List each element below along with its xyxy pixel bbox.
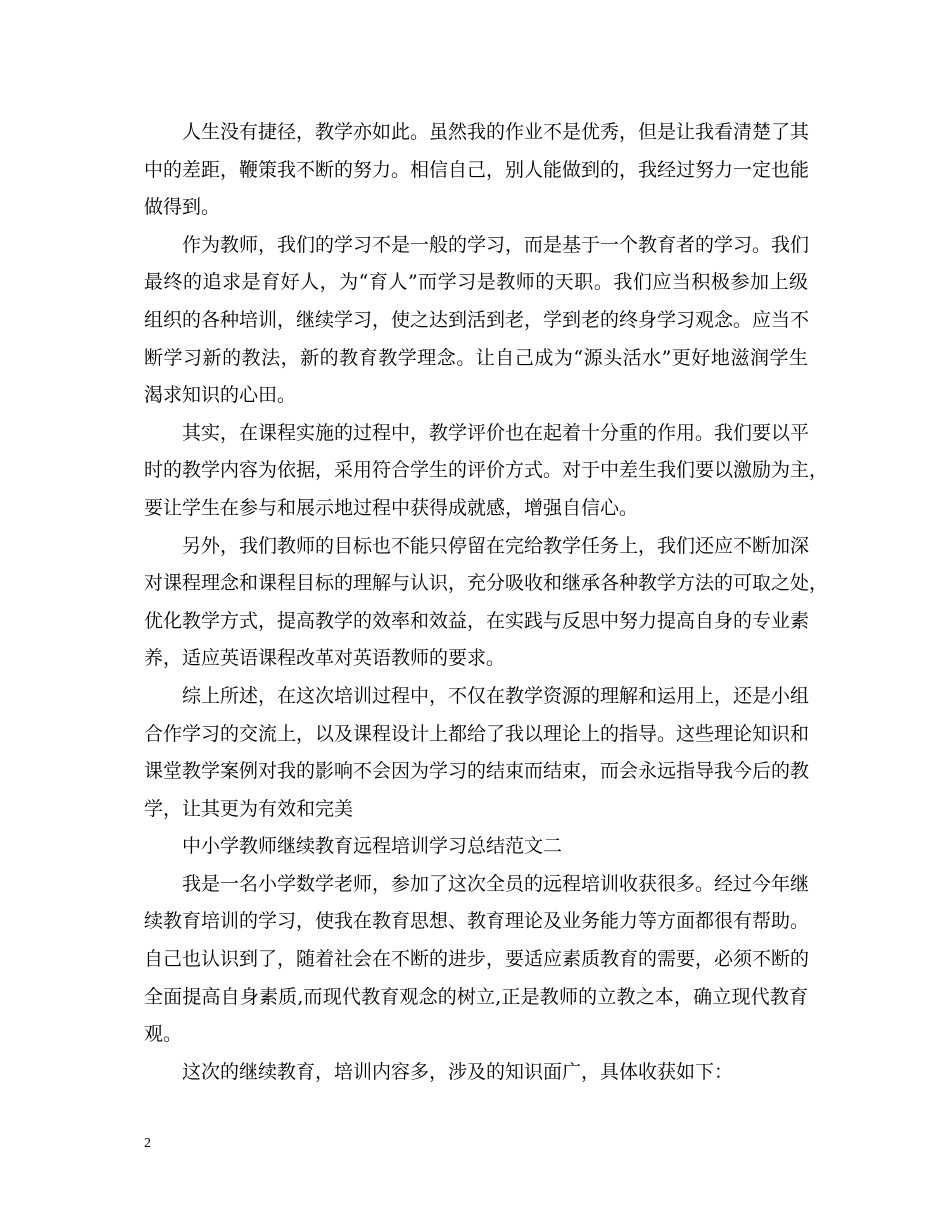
text-line: 全面提高自身素质,而现代教育观念的树立,正是教师的立教之本，确立现代教育 xyxy=(144,985,808,1008)
page-number: 2 xyxy=(144,1136,151,1151)
text-line: 做得到。 xyxy=(144,196,221,219)
text-line: 学，让其更为有效和完美 xyxy=(144,797,354,820)
text-line: 中的差距，鞭策我不断的努力。相信自己，别人能做到的，我经过努力一定也能 xyxy=(144,158,810,181)
section-heading: 中小学教师继续教育远程培训学习总结范文二 xyxy=(182,835,563,858)
text-line: 组织的各种培训，继续学习，使之达到活到老，学到老的终身学习观念。应当不 xyxy=(144,308,810,331)
text-line: 观。 xyxy=(144,1023,183,1046)
text-line: 我是一名小学数学老师，参加了这次全员的远程培训收获很多。经过今年继 xyxy=(182,872,810,895)
text-line: 作为教师，我们的学习不是一般的学习，而是基于一个教育者的学习。我们 xyxy=(182,233,810,256)
text-line: 综上所述，在这次培训过程中，不仅在教学资源的理解和运用上，还是小组 xyxy=(182,684,810,707)
text-line: 对课程理念和课程目标的理解与认识，充分吸收和继承各种教学方法的可取之处， xyxy=(144,572,829,595)
text-line: 合作学习的交流上，以及课程设计上都给了我以理论上的指导。这些理论知识和 xyxy=(144,722,810,745)
text-line: 最终的追求是育好人，为“育人”而学习是教师的天职。我们应当积极参加上级 xyxy=(144,271,808,294)
text-line: 养，适应英语课程改革对英语教师的要求。 xyxy=(144,647,506,670)
text-line: 渴求知识的心田。 xyxy=(144,384,297,407)
text-line: 这次的继续教育，培训内容多，涉及的知识面广，具体收获如下： xyxy=(182,1060,734,1083)
text-line: 课堂教学案例对我的影响不会因为学习的结束而结束，而会永远指导我今后的教 xyxy=(144,760,810,783)
text-line: 续教育培训的学习，使我在教育思想、教育理论及业务能力等方面都很有帮助。 xyxy=(144,910,810,933)
text-line: 要让学生在参与和展示地过程中获得成就感，增强自信心。 xyxy=(144,496,639,519)
text-line: 优化教学方式，提高教学的效率和效益，在实践与反思中努力提高自身的专业素 xyxy=(144,609,810,632)
text-line: 时的教学内容为依据，采用符合学生的评价方式。对于中差生我们要以激励为主， xyxy=(144,459,829,482)
text-line: 断学习新的教法，新的教育教学理念。让自己成为“源头活水”更好地滋润学生 xyxy=(144,346,808,369)
document-body xyxy=(144,114,829,1091)
text-line: 自己也认识到了，随着社会在不断的进步，要适应素质教育的需要，必须不断的 xyxy=(144,948,810,971)
text-line: 人生没有捷径，教学亦如此。虽然我的作业不是优秀，但是让我看清楚了其 xyxy=(182,121,810,143)
text-line: 其实，在课程实施的过程中，教学评价也在起着十分重的作用。我们要以平 xyxy=(182,421,810,444)
text-line: 另外，我们教师的目标也不能只停留在完给教学任务上，我们还应不断加深 xyxy=(182,534,810,557)
